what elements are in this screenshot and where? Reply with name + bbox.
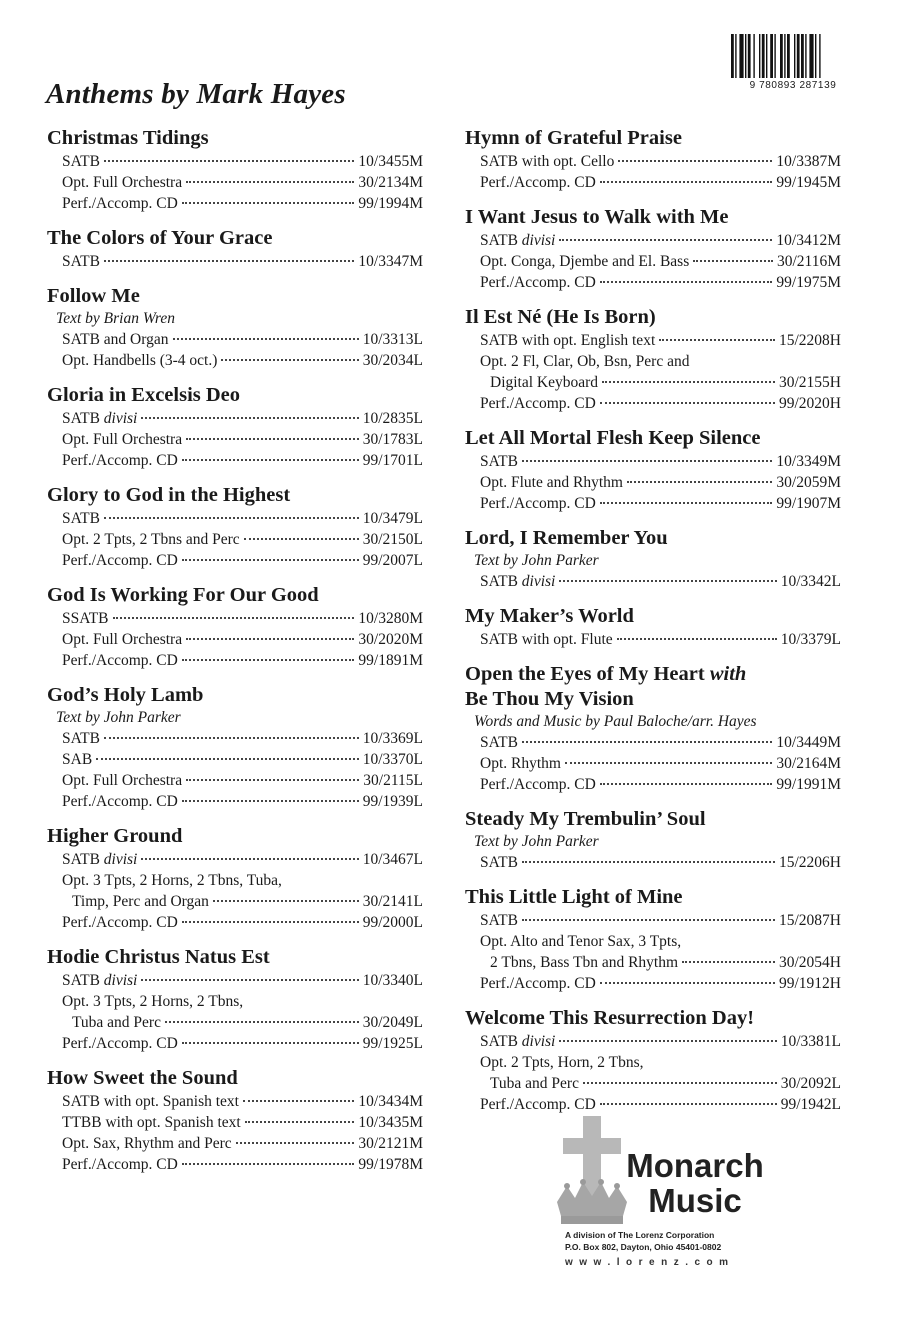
- edition-label: SATB divisi: [480, 573, 556, 590]
- dot-leader: [600, 1103, 777, 1105]
- catalog-number: 30/2054H: [779, 954, 841, 971]
- edition-line: Opt. 2 Tpts, Horn, 2 Tbns,: [480, 1054, 644, 1071]
- catalog-number: 10/3387M: [776, 153, 841, 170]
- anthem-title: Glory to God in the Highest: [47, 484, 291, 506]
- catalog-number: 30/2059M: [776, 474, 841, 491]
- catalog-number: 99/1907M: [776, 495, 841, 512]
- edition-label: SATB: [480, 453, 518, 470]
- page-title: Anthems by Mark Hayes: [46, 78, 346, 110]
- anthem-entry: [47, 945, 423, 1054]
- dot-leader: [104, 517, 359, 519]
- anthem-credit: Text by John Parker: [56, 709, 181, 726]
- catalog-number: 99/1991M: [776, 776, 841, 793]
- dot-leader: [165, 1021, 359, 1023]
- dot-leader: [113, 617, 355, 619]
- catalog-number: 10/3369L: [362, 730, 423, 747]
- dot-leader: [627, 481, 772, 483]
- barcode-number: 9 780893 287139: [749, 80, 837, 91]
- catalog-number: 30/2034L: [362, 352, 423, 369]
- catalog-number: 10/3434M: [358, 1093, 423, 1110]
- publisher-website: www.lorenz.com: [565, 1257, 735, 1268]
- anthem-title: Open the Eyes of My Heart with: [465, 663, 747, 685]
- edition-label: Perf./Accomp. CD: [62, 452, 178, 469]
- anthem-title: Follow Me: [47, 285, 140, 307]
- dot-leader: [693, 260, 773, 262]
- anthem-entry: [465, 662, 841, 795]
- edition-row: [47, 1033, 423, 1054]
- edition-label: 2 Tbns, Bass Tbn and Rhythm: [490, 954, 679, 971]
- edition-line: Opt. 3 Tpts, 2 Horns, 2 Tbns, Tuba,: [62, 872, 282, 889]
- dot-leader: [104, 260, 355, 262]
- edition-row: [465, 629, 841, 650]
- anthem-title: This Little Light of Mine: [465, 886, 683, 908]
- catalog-number: 10/3455M: [358, 153, 423, 170]
- anthem-credit: Words and Music by Paul Baloche/arr. Hayes: [474, 713, 757, 730]
- catalog-number: 99/1942L: [780, 1096, 841, 1113]
- anthem-title: Hodie Christus Natus Est: [47, 946, 270, 968]
- edition-row: [47, 550, 423, 571]
- edition-label: Perf./Accomp. CD: [62, 652, 178, 669]
- catalog-number: 30/2020M: [358, 631, 423, 648]
- anthem-entry: [47, 1066, 423, 1175]
- catalog-number: 99/1701L: [362, 452, 423, 469]
- catalog-number: 30/2134M: [358, 174, 423, 191]
- catalog-number: 10/2835L: [362, 410, 423, 427]
- dot-leader: [186, 638, 354, 640]
- anthem-entry: [47, 284, 423, 371]
- dot-leader: [236, 1142, 355, 1144]
- edition-row: [47, 151, 423, 172]
- anthem-title: My Maker’s World: [465, 605, 634, 627]
- anthem-entry: [47, 583, 423, 671]
- edition-label: Opt. Full Orchestra: [62, 174, 183, 191]
- catalog-number: 10/3313L: [362, 331, 423, 348]
- catalog-number: 99/1994M: [358, 195, 423, 212]
- anthem-title: God’s Holy Lamb: [47, 684, 204, 706]
- dot-leader: [565, 762, 772, 764]
- edition-line: Opt. 2 Fl, Clar, Ob, Bsn, Perc and: [480, 353, 690, 370]
- edition-label: Perf./Accomp. CD: [480, 274, 596, 291]
- anthem-credit: Text by Brian Wren: [56, 310, 175, 327]
- anthem-entry: [47, 226, 423, 272]
- anthem-credit: Text by John Parker: [474, 833, 599, 850]
- catalog-number: 10/3342L: [780, 573, 841, 590]
- catalog-number: 30/2121M: [358, 1135, 423, 1152]
- edition-label: Opt. Flute and Rhythm: [480, 474, 623, 491]
- dot-leader: [600, 982, 775, 984]
- edition-row: [47, 749, 423, 770]
- catalog-number: 99/1975M: [776, 274, 841, 291]
- edition-label: Perf./Accomp. CD: [480, 395, 596, 412]
- edition-label: SATB: [480, 734, 518, 751]
- edition-label: SATB divisi: [62, 410, 138, 427]
- edition-label: Opt. 2 Tpts, 2 Tbns and Perc: [62, 531, 240, 548]
- dot-leader: [583, 1082, 777, 1084]
- catalog-number: 99/1978M: [358, 1156, 423, 1173]
- dot-leader: [104, 737, 359, 739]
- publisher-logo: [553, 1112, 773, 1302]
- dot-leader: [522, 919, 775, 921]
- edition-row: [465, 753, 841, 774]
- edition-label: SATB divisi: [62, 851, 138, 868]
- catalog-number: 99/2020H: [779, 395, 841, 412]
- catalog-number: 10/3349M: [776, 453, 841, 470]
- anthem-entry: [465, 1006, 841, 1115]
- edition-label: Opt. Handbells (3-4 oct.): [62, 352, 218, 369]
- catalog-number: 10/3347M: [358, 253, 423, 270]
- edition-row: [47, 1133, 423, 1154]
- anthem-entry: [47, 383, 423, 471]
- edition-label: SATB: [62, 153, 100, 170]
- catalog-number: 99/1939L: [362, 793, 423, 810]
- dot-leader: [244, 538, 359, 540]
- anthem-entry: [47, 824, 423, 933]
- catalog-number: 15/2206H: [779, 854, 841, 871]
- anthem-title: Steady My Trembulin’ Soul: [465, 808, 706, 830]
- edition-row: [47, 629, 423, 650]
- anthem-entry: [465, 885, 841, 994]
- edition-row: [47, 791, 423, 812]
- dot-leader: [186, 779, 359, 781]
- dot-leader: [186, 181, 354, 183]
- edition-row: [465, 151, 841, 172]
- catalog-number: 30/2115L: [363, 772, 423, 789]
- dot-leader: [522, 460, 773, 462]
- dot-leader: [682, 961, 775, 963]
- edition-row: [47, 1154, 423, 1175]
- edition-row: [465, 472, 841, 493]
- catalog-number: 99/2000L: [362, 914, 423, 931]
- edition-row: [47, 329, 423, 350]
- catalog-number: 99/2007L: [362, 552, 423, 569]
- left-column: [47, 126, 423, 1187]
- edition-row: [47, 608, 423, 629]
- edition-label: SATB divisi: [480, 1033, 556, 1050]
- catalog-number: 10/3467L: [362, 851, 423, 868]
- anthem-title: I Want Jesus to Walk with Me: [465, 206, 729, 228]
- edition-row: [465, 774, 841, 795]
- edition-row: [47, 1091, 423, 1112]
- edition-row: [465, 393, 841, 414]
- edition-row: [465, 251, 841, 272]
- edition-row: [47, 172, 423, 193]
- dot-leader: [182, 921, 359, 923]
- catalog-number: 30/2092L: [780, 1075, 841, 1092]
- edition-row: [47, 1112, 423, 1133]
- edition-row: [47, 728, 423, 749]
- edition-row: [465, 1031, 841, 1052]
- dot-leader: [141, 417, 358, 419]
- dot-leader: [182, 800, 359, 802]
- dot-leader: [618, 160, 772, 162]
- catalog-number: 10/3412M: [776, 232, 841, 249]
- edition-label: Perf./Accomp. CD: [62, 1156, 178, 1173]
- edition-row: [465, 910, 841, 931]
- anthem-title: The Colors of Your Grace: [47, 227, 273, 249]
- anthem-entry: [465, 126, 841, 193]
- dot-leader: [559, 1040, 776, 1042]
- edition-label: SATB: [62, 253, 100, 270]
- edition-row: [47, 450, 423, 471]
- catalog-number: 15/2087H: [779, 912, 841, 929]
- edition-row: [47, 251, 423, 272]
- dot-leader: [559, 239, 772, 241]
- dot-leader: [96, 758, 359, 760]
- dot-leader: [182, 459, 359, 461]
- edition-label: SATB: [62, 510, 100, 527]
- edition-label: Tuba and Perc: [72, 1014, 161, 1031]
- edition-label: Perf./Accomp. CD: [62, 914, 178, 931]
- anthem-entry: [465, 526, 841, 592]
- dot-leader: [182, 1163, 355, 1165]
- dot-leader: [522, 861, 775, 863]
- catalog-number: 99/1891M: [358, 652, 423, 669]
- catalog-number: 99/1912H: [779, 975, 841, 992]
- catalog-number: 10/3449M: [776, 734, 841, 751]
- dot-leader: [600, 402, 775, 404]
- edition-label: SATB with opt. Cello: [480, 153, 615, 170]
- catalog-number: 15/2208H: [779, 332, 841, 349]
- edition-label: SSATB: [62, 610, 109, 627]
- catalog-number: 30/2141L: [362, 893, 423, 910]
- anthem-title: Lord, I Remember You: [465, 527, 668, 549]
- edition-row: [465, 1073, 841, 1094]
- anthem-title: God Is Working For Our Good: [47, 584, 319, 606]
- catalog-number: 30/2164M: [776, 755, 841, 772]
- publisher-name: Monarch Music: [626, 1147, 764, 1219]
- edition-label: SATB and Organ: [62, 331, 169, 348]
- edition-label: Opt. Full Orchestra: [62, 631, 183, 648]
- dot-leader: [182, 659, 355, 661]
- anthem-entry: [465, 305, 841, 414]
- edition-row: [47, 508, 423, 529]
- anthem-title-line2: Be Thou My Vision: [465, 688, 634, 710]
- edition-label: Perf./Accomp. CD: [480, 776, 596, 793]
- edition-label: Perf./Accomp. CD: [480, 495, 596, 512]
- dot-leader: [602, 381, 775, 383]
- anthem-entry: [465, 604, 841, 650]
- edition-label: Tuba and Perc: [490, 1075, 579, 1092]
- dot-leader: [182, 559, 359, 561]
- edition-label: SATB divisi: [62, 972, 138, 989]
- edition-row: [465, 172, 841, 193]
- anthem-entry: [465, 205, 841, 293]
- edition-label: Perf./Accomp. CD: [62, 1035, 178, 1052]
- catalog-number: 10/3340L: [362, 972, 423, 989]
- edition-row: [465, 372, 841, 393]
- dot-leader: [245, 1121, 355, 1123]
- edition-label: Perf./Accomp. CD: [62, 195, 178, 212]
- edition-row: [47, 408, 423, 429]
- dot-leader: [182, 202, 355, 204]
- edition-row: [47, 350, 423, 371]
- edition-label: Opt. Full Orchestra: [62, 431, 183, 448]
- edition-label: SATB divisi: [480, 232, 556, 249]
- dot-leader: [600, 181, 773, 183]
- edition-label: SATB with opt. Spanish text: [62, 1093, 239, 1110]
- right-column: [465, 126, 841, 1127]
- edition-row: [47, 912, 423, 933]
- edition-row: [47, 970, 423, 991]
- catalog-number: 30/2150L: [362, 531, 423, 548]
- dot-leader: [600, 281, 773, 283]
- dot-leader: [104, 160, 355, 162]
- edition-line: Opt. Alto and Tenor Sax, 3 Tpts,: [480, 933, 682, 950]
- edition-row: [465, 732, 841, 753]
- dot-leader: [213, 900, 359, 902]
- dot-leader: [182, 1042, 359, 1044]
- catalog-number: 99/1925L: [362, 1035, 423, 1052]
- edition-label: Opt. Full Orchestra: [62, 772, 183, 789]
- edition-row: [47, 650, 423, 671]
- catalog-number: 10/3435M: [358, 1114, 423, 1131]
- edition-row: [465, 330, 841, 351]
- edition-row: [465, 973, 841, 994]
- edition-row: [47, 891, 423, 912]
- dot-leader: [559, 580, 776, 582]
- edition-row: [47, 429, 423, 450]
- edition-row: [465, 952, 841, 973]
- catalog-number: 99/1945M: [776, 174, 841, 191]
- dot-leader: [186, 438, 359, 440]
- edition-row: [47, 770, 423, 791]
- anthem-title: Gloria in Excelsis Deo: [47, 384, 241, 406]
- anthem-title: Il Est Né (He Is Born): [465, 306, 656, 328]
- catalog-number: 10/3381L: [780, 1033, 841, 1050]
- edition-label: SATB: [62, 730, 100, 747]
- anthem-entry: [47, 126, 423, 214]
- dot-leader: [600, 502, 773, 504]
- anthem-title: Welcome This Resurrection Day!: [465, 1007, 755, 1029]
- catalog-number: 30/2116M: [776, 253, 841, 270]
- anthem-title: Christmas Tidings: [47, 127, 209, 149]
- edition-row: [47, 849, 423, 870]
- publisher-address: A division of The Lorenz Corporation P.O. Box 802, Dayton, Ohio 45401-0802: [565, 1230, 722, 1252]
- edition-row: [465, 272, 841, 293]
- dot-leader: [173, 338, 359, 340]
- anthem-entry: [47, 483, 423, 571]
- anthem-title: Hymn of Grateful Praise: [465, 127, 682, 149]
- catalog-number: 30/2155H: [779, 374, 841, 391]
- catalog-number: 10/3379L: [780, 631, 841, 648]
- catalog-number: 10/3479L: [362, 510, 423, 527]
- catalog-number: 30/1783L: [362, 431, 423, 448]
- edition-line: Opt. 3 Tpts, 2 Horns, 2 Tbns,: [62, 993, 244, 1010]
- catalog-number: 10/3280M: [358, 610, 423, 627]
- anthem-entry: [465, 807, 841, 873]
- edition-label: Perf./Accomp. CD: [480, 975, 596, 992]
- edition-label: Opt. Rhythm: [480, 755, 561, 772]
- edition-row: [465, 451, 841, 472]
- edition-row: [465, 493, 841, 514]
- edition-label: Perf./Accomp. CD: [480, 1096, 596, 1113]
- edition-row: [465, 230, 841, 251]
- dot-leader: [243, 1100, 354, 1102]
- edition-label: Perf./Accomp. CD: [62, 552, 178, 569]
- edition-label: Digital Keyboard: [490, 374, 599, 391]
- edition-label: SATB: [480, 854, 518, 871]
- anthem-title: Higher Ground: [47, 825, 183, 847]
- edition-label: SATB with opt. English text: [480, 332, 656, 349]
- dot-leader: [522, 741, 773, 743]
- dot-leader: [659, 339, 775, 341]
- edition-label: SATB with opt. Flute: [480, 631, 613, 648]
- anthem-title: How Sweet the Sound: [47, 1067, 238, 1089]
- catalog-number: 10/3370L: [362, 751, 423, 768]
- dot-leader: [600, 783, 773, 785]
- edition-row: [47, 1012, 423, 1033]
- edition-row: [47, 529, 423, 550]
- edition-label: SAB: [62, 751, 93, 768]
- anthem-entry: [47, 683, 423, 812]
- edition-label: Opt. Sax, Rhythm and Perc: [62, 1135, 232, 1152]
- edition-row: [465, 571, 841, 592]
- anthem-title: Let All Mortal Flesh Keep Silence: [465, 427, 761, 449]
- anthem-credit: Text by John Parker: [474, 552, 599, 569]
- edition-label: SATB: [480, 912, 518, 929]
- edition-label: TTBB with opt. Spanish text: [62, 1114, 241, 1131]
- anthem-entry: [465, 426, 841, 514]
- edition-row: [47, 193, 423, 214]
- dot-leader: [617, 638, 777, 640]
- dot-leader: [221, 359, 358, 361]
- edition-label: Perf./Accomp. CD: [480, 174, 596, 191]
- edition-label: Opt. Conga, Djembe and El. Bass: [480, 253, 690, 270]
- edition-row: [465, 852, 841, 873]
- catalog-number: 30/2049L: [362, 1014, 423, 1031]
- dot-leader: [141, 979, 358, 981]
- dot-leader: [141, 858, 358, 860]
- edition-label: Timp, Perc and Organ: [72, 893, 209, 910]
- edition-label: Perf./Accomp. CD: [62, 793, 178, 810]
